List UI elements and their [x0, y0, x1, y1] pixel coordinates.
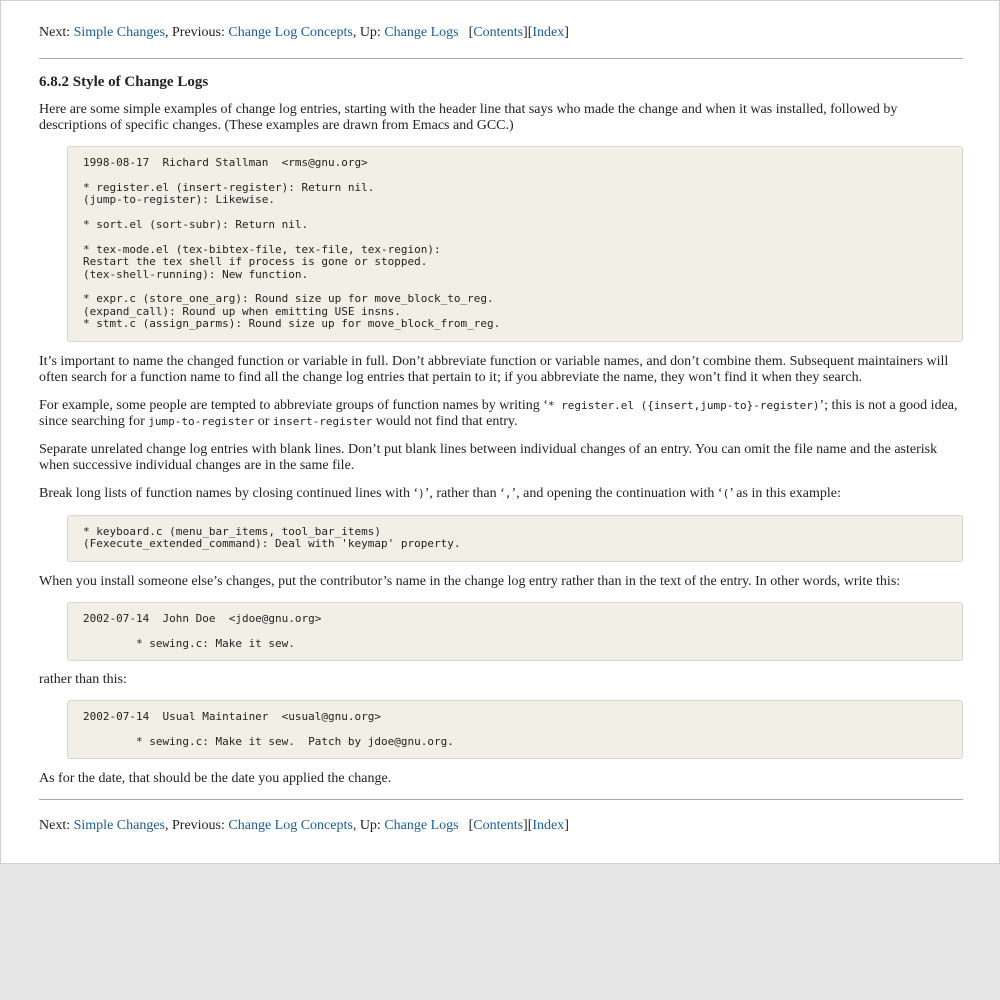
bottom-navigation	[39, 818, 569, 834]
blank-lines-paragraph: Separate unrelated change log entries with blank lines. Don’t put blank lines between individual changes of an entry. You can omit the file name and the asterisk when successive individual changes are in the same file.	[39, 442, 938, 473]
up-label: , Up:	[352, 25, 385, 40]
previous-link[interactable]: Change Log Concepts	[228, 818, 353, 833]
continuation-example-block: * keyboard.c (menu_bar_items, tool_bar_items) (Fexecute_extended_command): Deal with 'keymap' property.	[67, 515, 963, 562]
next-link[interactable]: Simple Changes	[73, 818, 165, 833]
bracket: ]	[564, 818, 569, 833]
full-names-paragraph: It’s important to name the changed function or variable in full. Don’t abbreviate function or variable names, and don’t combine them. Subsequent maintainers will often search for a function name to find all the change log entries that pertain to it; if you abbreviate the name, they won’t find it when they search.	[39, 354, 949, 385]
inline-code: jump-to-register	[148, 415, 255, 428]
top-navigation	[39, 25, 569, 41]
bracket: [	[468, 25, 474, 40]
inline-code: (	[722, 487, 730, 500]
text-segment: ’, rather than ‘	[424, 486, 505, 501]
contributor-paragraph: When you install someone else’s changes, put the contributor’s name in the change log entry rather than in the text of the entry. In other words, write this:	[39, 574, 901, 589]
bracket: ][	[523, 25, 533, 40]
index-link[interactable]: Index	[532, 25, 565, 40]
rather-than-paragraph: rather than this:	[39, 672, 127, 687]
up-link[interactable]: Change Logs	[384, 25, 459, 40]
previous-label: , Previous:	[165, 25, 229, 40]
intro-paragraph: Here are some simple examples of change log entries, starting with the header line that says who made the change and when it was installed, followed by descriptions of specific changes. (These examples are drawn from Emacs and GCC.)	[39, 102, 898, 133]
next-link[interactable]: Simple Changes	[73, 25, 165, 40]
bottom-divider	[39, 799, 963, 800]
bracket: [	[468, 818, 474, 833]
text-segment: Break long lists of function names by closing continued lines with ‘	[39, 486, 419, 501]
contents-link[interactable]: Contents	[473, 25, 524, 40]
text-segment: For example, some people are tempted to abbreviate groups of function names by writing ‘	[39, 398, 548, 413]
next-label: Next:	[39, 818, 74, 833]
contributor-example-block: 2002-07-14 John Doe <jdoe@gnu.org> * sewing.c: Make it sew.	[67, 602, 963, 661]
section-heading: 6.8.2 Style of Change Logs	[39, 74, 209, 90]
text-segment: would not find that entry.	[372, 414, 518, 429]
next-label: Next:	[39, 25, 74, 40]
text-segment: ’, and opening the continuation with ‘	[511, 486, 723, 501]
inline-code: ,	[504, 487, 512, 500]
bracket: ]	[564, 25, 569, 40]
previous-link[interactable]: Change Log Concepts	[228, 25, 353, 40]
text-segment: ’ as in this example:	[729, 486, 841, 501]
up-label: , Up:	[352, 818, 385, 833]
text-segment: ’; this is not a good idea, since searching for	[39, 398, 958, 429]
counter-example-block: 2002-07-14 Usual Maintainer <usual@gnu.org> * sewing.c: Make it sew. Patch by jdoe@gnu.org.	[67, 700, 963, 759]
contents-link[interactable]: Contents	[473, 818, 524, 833]
previous-label: , Previous:	[165, 818, 229, 833]
up-link[interactable]: Change Logs	[384, 818, 459, 833]
abbreviation-paragraph	[39, 398, 963, 430]
top-divider	[39, 58, 963, 59]
inline-code: insert-register	[272, 415, 373, 428]
inline-code: )	[418, 487, 425, 500]
text-segment: or	[254, 414, 273, 429]
index-link[interactable]: Index	[532, 818, 565, 833]
inline-code: * register.el ({insert,jump-to}-register)	[547, 399, 820, 412]
bracket: ][	[523, 818, 533, 833]
example-changelog-block: 1998-08-17 Richard Stallman <rms@gnu.org> * register.el (insert-register): Return nil. (jump-to-register): Likewise. * sort.el (sort-subr): Return nil. * tex-mode.el (tex-bibtex-file, tex-file, tex-region): Restart the tex shell if process is gone or stopped. (tex-shell-running): New function. * expr.c (store_one_arg): Round size up for move_block_to_reg. (expand_call): Round up when emitting USE insns. * stmt.c (assign_parms): Round size up for move_block_from_reg.	[67, 146, 963, 342]
continuation-paragraph	[39, 486, 963, 502]
date-paragraph: As for the date, that should be the date you applied the change.	[39, 771, 392, 786]
